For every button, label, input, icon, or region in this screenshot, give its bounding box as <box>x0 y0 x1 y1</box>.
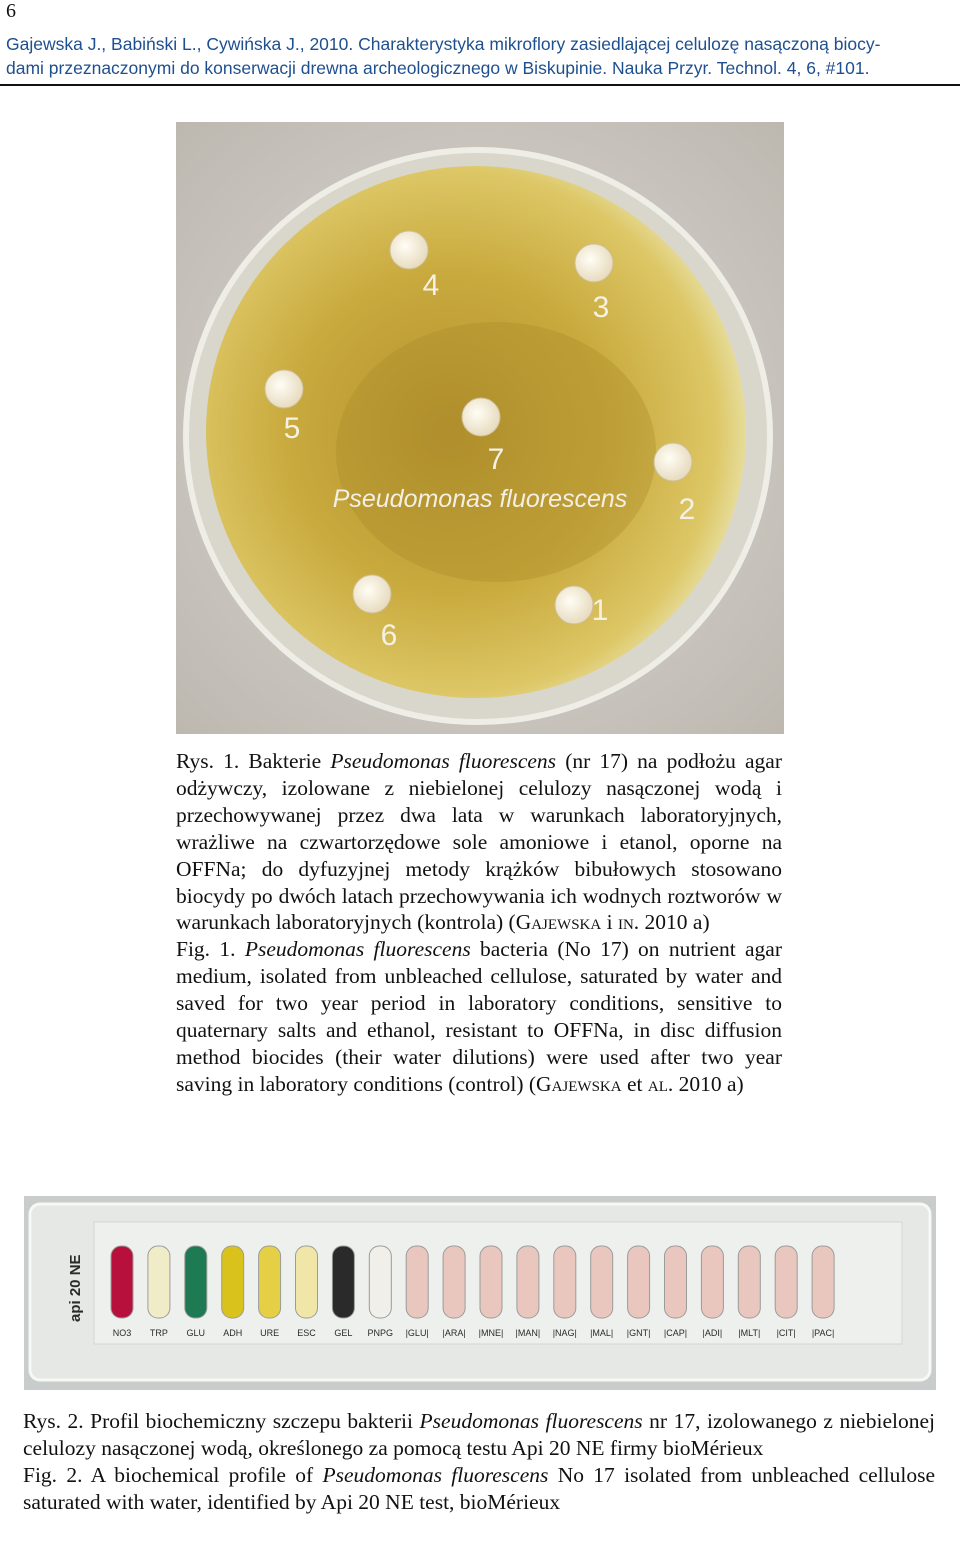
well-16 <box>701 1246 723 1318</box>
well-14 <box>628 1246 650 1318</box>
well-2 <box>185 1246 207 1318</box>
disc-number-3: 3 <box>592 291 610 324</box>
well-label-18: |CIT| <box>776 1328 796 1338</box>
well-8 <box>406 1246 428 1318</box>
header-rule <box>0 84 960 86</box>
well-label-11: |MAN| <box>515 1328 541 1338</box>
well-9 <box>443 1246 465 1318</box>
figure-1-caption-pl: Rys. 1. Bakterie Pseudomonas fluorescens (nr 17) na podłożu agar odżywczy, izolowane z niebielonej celulozy nasączonej wodą i przechowywanej przez dwa lata w warunkach laboratoryjnych, wrażliwe na czwartorzędowe sole amoniowe i etanol, oporne na OFFNa; do dyfuzyjnej metody krążków bibułowych stosowano biocydy po dwóch latach przechowywania ich wodnych roztworów w warunkach laboratoryjnych (kontrola) (Gajewska i in. 2010 a) <box>176 749 782 935</box>
well-11 <box>517 1246 539 1318</box>
well-4 <box>259 1246 281 1318</box>
well-label-19: |PAC| <box>811 1328 835 1338</box>
paper-disc-4 <box>390 231 428 269</box>
figure-2-caption-en: Fig. 2. A biochemical profile of Pseudomonas fluorescens No 17 isolated from unbleached cellulose saturated with water, identified by Api 20 NE test, bioMérieux <box>23 1463 935 1514</box>
disc-number-6: 6 <box>380 619 398 652</box>
figure-1-caption-en: Fig. 1. Pseudomonas fluorescens bacteria (No 17) on nutrient agar medium, isolated from unbleached cellulose, saturated by water and saved for two year period in laboratory conditions, sensitive to quaternary salts and ethanol, resistant to OFFNa, in disc diffusion method biocides (their water dilutions) were used after two year saving in laboratory conditions (control) (Gajewska et al. 2010 a) <box>176 937 783 1096</box>
well-18 <box>775 1246 797 1318</box>
well-12 <box>554 1246 576 1318</box>
well-label-1: TRP <box>149 1328 168 1338</box>
well-label-2: GLU <box>186 1328 206 1338</box>
paper-disc-5 <box>265 370 303 408</box>
well-label-14: |GNT| <box>626 1328 651 1338</box>
well-13 <box>591 1246 613 1318</box>
well-7 <box>369 1246 391 1318</box>
well-19 <box>812 1246 834 1318</box>
well-label-17: |MLT| <box>738 1328 761 1338</box>
paper-disc-6 <box>353 575 391 613</box>
header-citation-line-2: dami przeznaczonymi do konserwacji drewna archeologicznego w Biskupinie. Nauka Przyr. Technol. 4, 6, #101. <box>6 58 870 78</box>
disc-number-5: 5 <box>283 412 301 445</box>
well-label-15: |CAP| <box>663 1328 688 1338</box>
strip-brand-label: api 20 NE <box>67 1254 84 1322</box>
well-label-0: NO3 <box>112 1328 132 1338</box>
well-0 <box>111 1246 133 1318</box>
disc-number-4: 4 <box>422 269 440 302</box>
plate-label: Pseudomonas fluorescens <box>332 485 628 513</box>
well-17 <box>738 1246 760 1318</box>
well-1 <box>148 1246 170 1318</box>
figure-1-caption <box>176 748 782 1098</box>
well-label-10: |MNE| <box>478 1328 504 1338</box>
well-label-13: |MAL| <box>590 1328 614 1338</box>
well-label-7: PNPG <box>367 1328 394 1338</box>
well-label-3: ADH <box>223 1328 243 1338</box>
disc-number-2: 2 <box>678 493 696 526</box>
well-label-12: |NAG| <box>552 1328 577 1338</box>
figure-1-petri-dish-photo <box>176 122 784 734</box>
page-number: 6 <box>6 0 16 22</box>
well-3 <box>222 1246 244 1318</box>
figure-2-api-strip-photo <box>24 1196 936 1390</box>
well-label-9: |ARA| <box>442 1328 466 1338</box>
well-5 <box>296 1246 318 1318</box>
well-label-5: ESC <box>297 1328 316 1338</box>
figure-2-caption <box>23 1408 935 1516</box>
well-label-6: GEL <box>334 1328 353 1338</box>
disc-number-7: 7 <box>487 443 505 476</box>
well-label-8: |GLU| <box>405 1328 429 1338</box>
figure-2-caption-pl: Rys. 2. Profil biochemiczny szczepu bakterii Pseudomonas fluorescens nr 17, izolowanego z niebielonej celulozy nasączonej wodą, określonego za pomocą testu Api 20 NE firmy bioMérieux <box>23 1409 935 1460</box>
well-10 <box>480 1246 502 1318</box>
well-15 <box>665 1246 687 1318</box>
running-header <box>6 32 954 80</box>
paper-disc-2 <box>654 443 692 481</box>
disc-number-1: 1 <box>591 594 609 627</box>
header-citation-line-1: Gajewska J., Babiński L., Cywińska J., 2010. Charakterystyka mikroflory zasiedlającej celulozę nasączoną biocy- <box>6 34 881 54</box>
paper-disc-7 <box>462 398 500 436</box>
well-6 <box>332 1246 354 1318</box>
paper-disc-1 <box>555 586 593 624</box>
well-label-4: URE <box>260 1328 280 1338</box>
paper-disc-3 <box>575 244 613 282</box>
well-label-16: |ADI| <box>702 1328 723 1338</box>
